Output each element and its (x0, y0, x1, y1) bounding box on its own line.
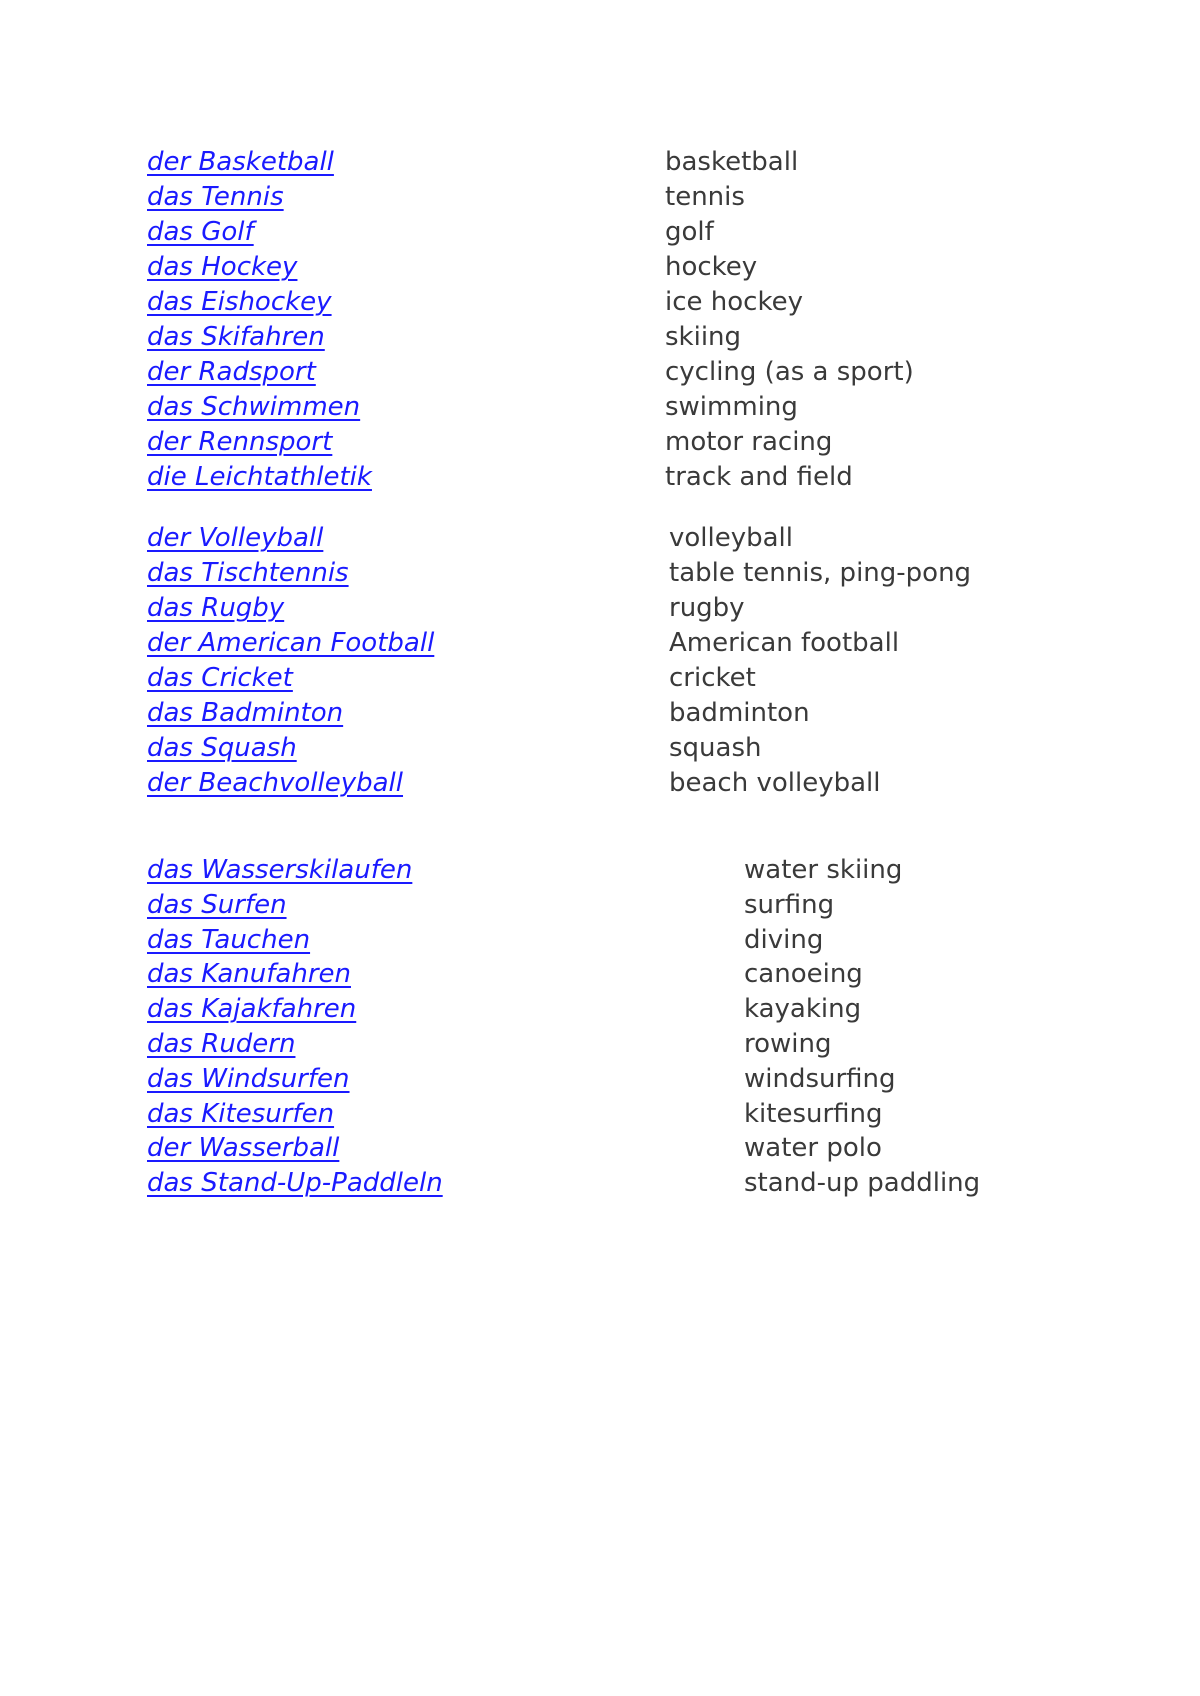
vocab-row (147, 766, 1047, 801)
vocab-row (147, 888, 1047, 923)
german-term-link[interactable]: das Kajakfahren (147, 994, 357, 1025)
vocab-row (147, 320, 1047, 355)
german-term-link[interactable]: das Eishockey (147, 287, 332, 317)
german-term-link[interactable]: das Tischtennis (147, 558, 349, 588)
vocab-row (147, 1097, 1047, 1132)
vocab-row (147, 1131, 1047, 1166)
german-term-link[interactable]: der Beachvolleyball (147, 768, 404, 798)
vocab-row (147, 1027, 1047, 1062)
german-term-link[interactable]: der Rennsport (147, 427, 333, 457)
english-translation: squash (669, 733, 762, 763)
english-translation: water polo (744, 1133, 882, 1164)
vocab-row (147, 180, 1047, 215)
english-translation: golf (665, 217, 714, 247)
vocab-row (147, 1062, 1047, 1097)
english-translation: cycling (as a sport) (665, 357, 914, 387)
german-term-link[interactable]: das Stand-Up-Paddleln (147, 1168, 443, 1199)
english-translation: skiing (665, 322, 742, 352)
german-term-link[interactable]: das Hockey (147, 252, 298, 282)
vocab-row (147, 957, 1047, 992)
english-translation: track and field (665, 462, 853, 492)
german-term-link[interactable]: der Volleyball (147, 523, 324, 553)
english-translation: windsurfing (744, 1063, 896, 1094)
english-translation: beach volleyball (669, 768, 881, 798)
vocab-row (147, 521, 1047, 556)
english-translation: canoeing (744, 959, 863, 990)
vocab-section-ball-sports (147, 521, 1047, 801)
german-term-link[interactable]: das Windsurfen (147, 1063, 350, 1094)
vocab-row (147, 250, 1047, 285)
vocab-row (147, 285, 1047, 320)
german-term-link[interactable]: das Golf (147, 217, 254, 247)
german-term-link[interactable]: das Rugby (147, 593, 285, 623)
vocab-row (147, 591, 1047, 626)
german-term-link[interactable]: der Radsport (147, 357, 316, 387)
english-translation: badminton (669, 698, 810, 728)
english-translation: volleyball (669, 523, 794, 553)
vocab-row (147, 145, 1047, 180)
vocab-row (147, 460, 1047, 495)
german-term-link[interactable]: das Squash (147, 733, 297, 763)
english-translation: tennis (665, 182, 745, 212)
english-translation: basketball (665, 147, 799, 177)
german-term-link[interactable]: das Surfen (147, 889, 287, 920)
german-term-link[interactable]: das Tennis (147, 182, 284, 212)
english-translation: stand-up paddling (744, 1168, 981, 1199)
german-term-link[interactable]: die Leichtathletik (147, 462, 372, 492)
vocab-row (147, 556, 1047, 591)
german-term-link[interactable]: das Wasserskilaufen (147, 855, 413, 885)
english-translation: cricket (669, 663, 756, 693)
vocab-row (147, 626, 1047, 661)
german-term-link[interactable]: das Cricket (147, 663, 293, 693)
vocab-section-general-sports (147, 145, 1047, 495)
english-translation: diving (744, 924, 824, 955)
english-translation: surfing (744, 889, 835, 920)
english-translation: American football (669, 628, 900, 658)
vocab-row (147, 390, 1047, 425)
vocab-row (147, 1166, 1047, 1201)
vocab-row (147, 992, 1047, 1027)
german-term-link[interactable]: der Wasserball (147, 1133, 340, 1164)
german-term-link[interactable]: das Rudern (147, 1028, 296, 1059)
vocab-row (147, 853, 1047, 888)
vocab-row (147, 215, 1047, 250)
german-term-link[interactable]: das Schwimmen (147, 392, 361, 422)
german-term-link[interactable]: das Skifahren (147, 322, 325, 352)
english-translation: water skiing (744, 855, 903, 885)
german-term-link[interactable]: das Tauchen (147, 924, 311, 955)
german-term-link[interactable]: das Kitesurfen (147, 1098, 335, 1129)
vocab-row (147, 425, 1047, 460)
vocab-row (147, 731, 1047, 766)
english-translation: ice hockey (665, 287, 803, 317)
english-translation: hockey (665, 252, 758, 282)
english-translation: kitesurfing (744, 1098, 883, 1129)
english-translation: motor racing (665, 427, 833, 457)
german-term-link[interactable]: der Basketball (147, 147, 334, 177)
vocab-row (147, 696, 1047, 731)
english-translation: swimming (665, 392, 798, 422)
german-term-link[interactable]: das Badminton (147, 698, 344, 728)
english-translation: rowing (744, 1028, 832, 1059)
vocab-row (147, 355, 1047, 390)
english-translation: table tennis, ping-pong (669, 558, 972, 588)
vocab-row (147, 923, 1047, 958)
vocab-section-water-sports (147, 853, 1047, 1201)
vocab-row (147, 661, 1047, 696)
english-translation: rugby (669, 593, 745, 623)
german-term-link[interactable]: das Kanufahren (147, 959, 351, 990)
english-translation: kayaking (744, 994, 862, 1025)
german-term-link[interactable]: der American Football (147, 628, 435, 658)
